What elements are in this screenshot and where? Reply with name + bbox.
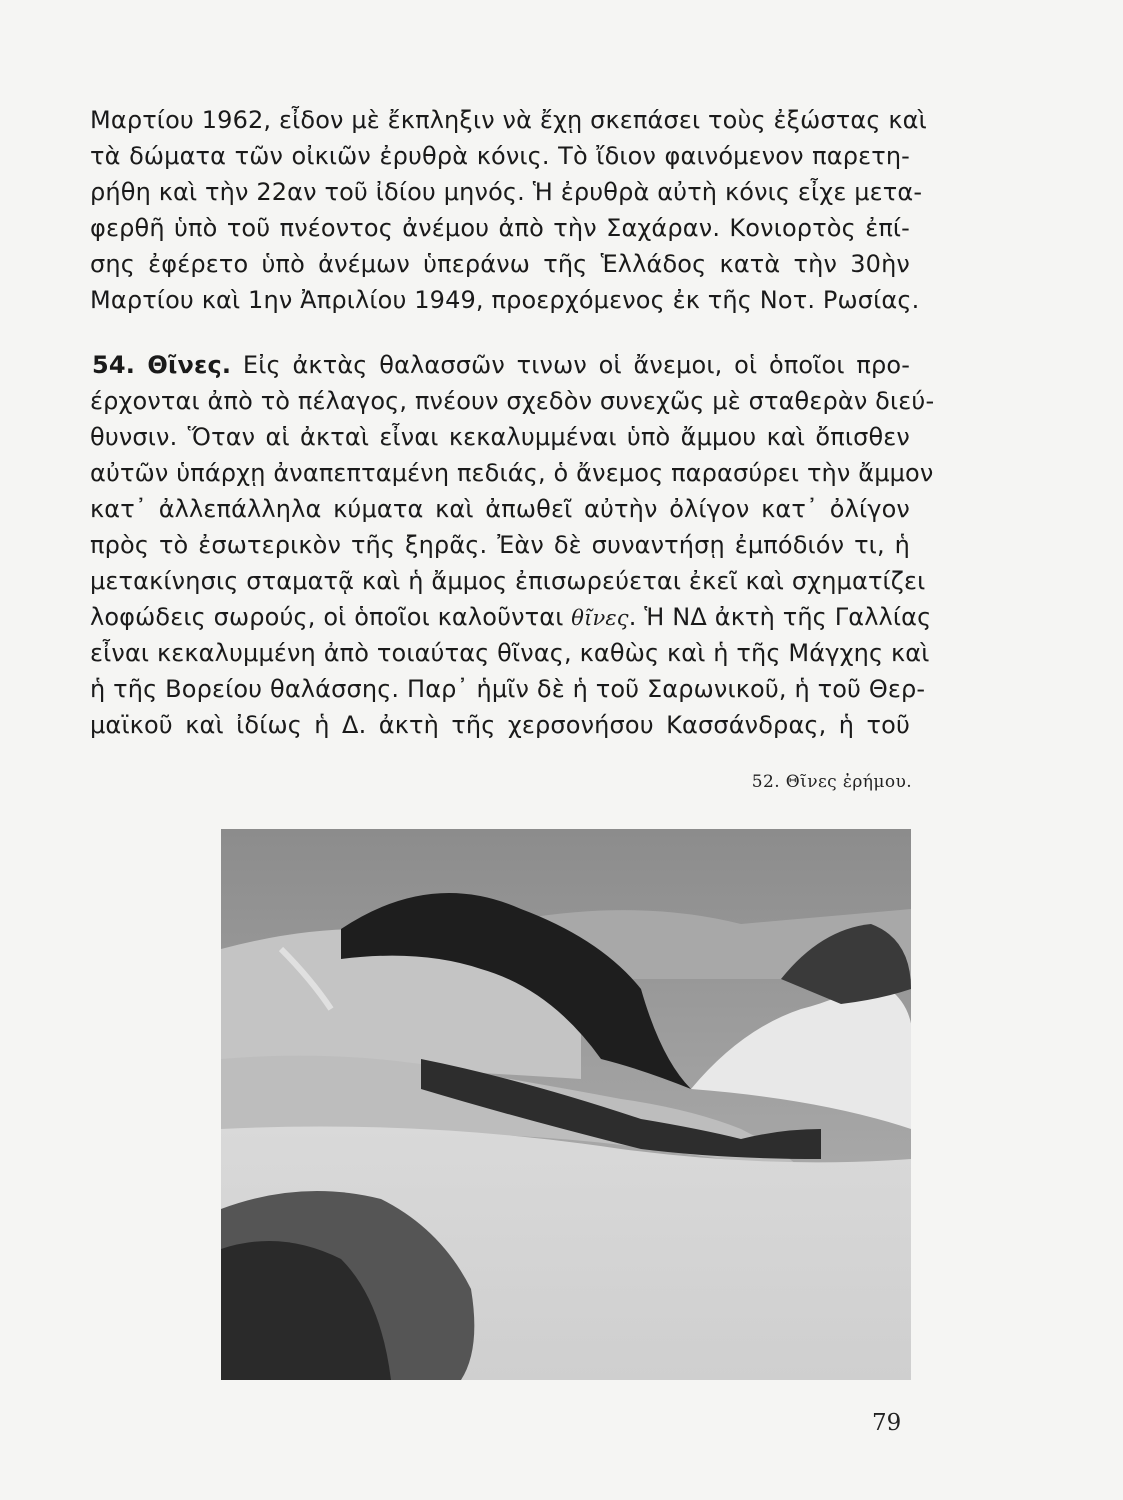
text-line: τὰ δώματα τῶν οἰκιῶν ἐρυθρὰ κόνις. Τὸ ἴδιον φαινόμενον παρετη-	[90, 142, 910, 170]
text-line: θυνσιν. Ὅταν αἱ ἀκταὶ εἶναι κεκαλυμμέναι ὑπὸ ἄμμου καὶ ὄπισθεν	[90, 423, 910, 451]
figure-caption: 52. Θῖνες ἐρήμου.	[751, 772, 912, 792]
term-theenes: θῖνες	[571, 606, 629, 630]
section-first-line	[90, 347, 910, 383]
section-heading: 54. Θῖνες.	[92, 351, 232, 379]
page-number: 79	[872, 1410, 902, 1436]
text-line: ρήθη καὶ τὴν 22αν τοῦ ἰδίου μηνός. Ἡ ἐρυθρὰ αὐτὴ κόνις εἶχε μετα-	[90, 178, 923, 206]
text-line: ἡ τῆς Βορείου θαλάσσης. Παρ᾽ ἡμῖν δὲ ἡ τοῦ Σαρωνικοῦ, ἡ τοῦ Θερ-	[90, 675, 926, 703]
text-line: Μαρτίου καὶ 1ην Ἀπριλίου 1949, προερχόμενος ἐκ τῆς Νοτ. Ρωσίας.	[90, 286, 920, 314]
text-line: σης ἐφέρετο ὑπὸ ἀνέμων ὑπεράνω τῆς Ἑλλάδος κατὰ τὴν 30ὴν	[90, 250, 910, 278]
body-text	[90, 102, 935, 743]
section-first-line-text: Εἰς ἀκτὰς θαλασσῶν τινων οἱ ἄνεμοι, οἱ ὁποῖοι προ-	[242, 351, 911, 379]
dunes-photo-illustration	[221, 829, 911, 1380]
text-fragment: λοφώδεις σωρούς, οἱ ὁποῖοι καλοῦνται	[90, 603, 564, 631]
text-line: μετακίνησις σταματᾷ καὶ ἡ ἄμμος ἐπισωρεύεται ἐκεῖ καὶ σχηματίζει	[90, 567, 926, 595]
text-line: κατ᾽ ἀλλεπάλληλα κύματα καὶ ἀπωθεῖ αὐτὴν ὀλίγον κατ᾽ ὀλίγον	[90, 495, 910, 523]
text-line-with-term	[90, 599, 932, 635]
text-line: πρὸς τὸ ἐσωτερικὸν τῆς ξηρᾶς. Ἐὰν δὲ συναντήσῃ ἐμπόδιόν τι, ἡ	[90, 531, 910, 559]
text-line: έρχονται ἀπὸ τὸ πέλαγος, πνέουν σχεδὸν συνεχῶς μὲ σταθερὰν διεύ-	[90, 387, 935, 415]
paragraph-1	[90, 102, 927, 318]
section-54	[90, 347, 935, 743]
text-line: εἶναι κεκαλυμμένη ἀπὸ τοιαύτας θῖνας, καθὼς καὶ ἡ τῆς Μάγχης καὶ	[90, 639, 930, 667]
text-line: φερθῆ ὑπὸ τοῦ πνέοντος ἀνέμου ἀπὸ τὴν Σαχάραν. Κονιορτὸς ἐπί-	[90, 214, 910, 242]
text-fragment: . Ἡ ΝΔ ἀκτὴ τῆς Γαλλίας	[628, 603, 932, 631]
text-line: Μαρτίου 1962, εἶδον μὲ ἔκπληξιν νὰ ἔχῃ σκεπάσει τοὺς ἐξώστας καὶ	[90, 106, 927, 134]
text-line: μαϊκοῦ καὶ ἰδίως ἡ Δ. ἀκτὴ τῆς χερσονήσου Κασσάνδρας, ἡ τοῦ	[90, 711, 910, 739]
dunes-photograph	[221, 829, 911, 1380]
text-line: αὐτῶν ὑπάρχῃ ἀναπεπταμένη πεδιάς, ὁ ἄνεμος παρασύρει τὴν ἄμμον	[90, 459, 934, 487]
